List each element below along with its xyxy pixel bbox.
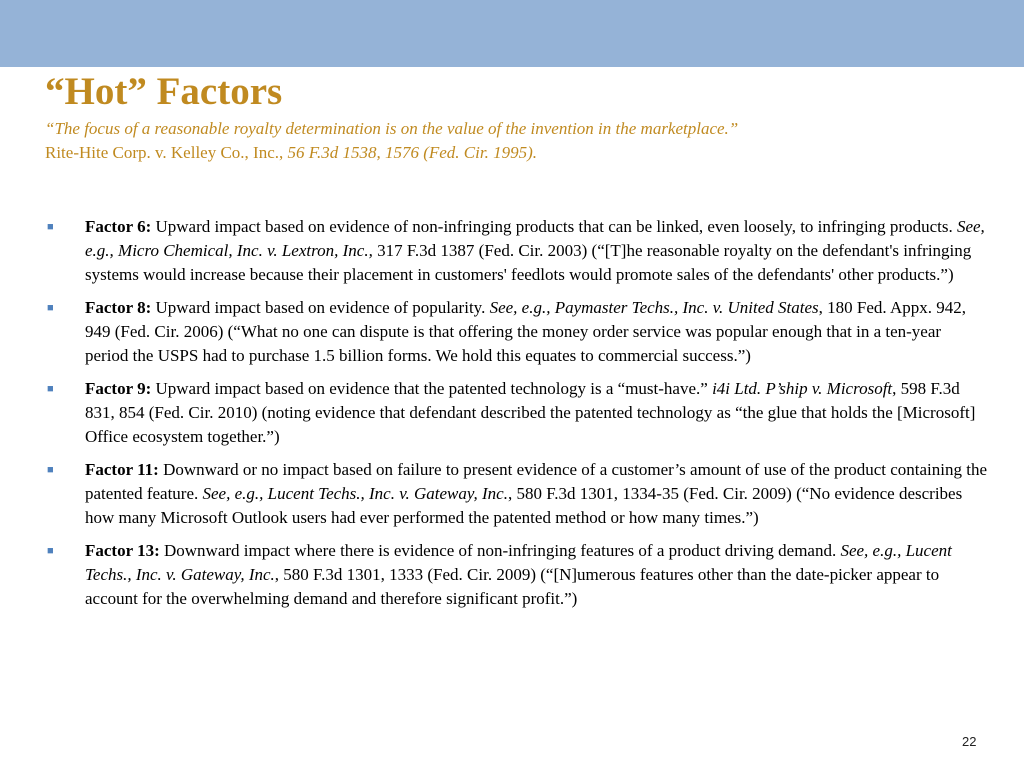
factor-description: Downward or no impact based on failure to present evidence of a customer’s amount of use of the product containing the patented feature. — [85, 460, 987, 503]
factor-description: Upward impact based on evidence that the patented technology is a “must-have.” — [151, 379, 713, 398]
page-number: 22 — [962, 734, 977, 749]
square-bullet-icon: ■ — [47, 221, 54, 233]
factor-detail: , 580 F.3d 1301, 1333 (Fed. Cir. 2009) (“[N]umerous features other than the date-picker appear to account for the overwhelming demand and therefore significant profit.”) — [85, 565, 940, 608]
factor-item-6 — [47, 215, 987, 287]
factor-case-citation: See, e.g., Paymaster Techs., Inc. v. United States — [489, 298, 819, 317]
factor-detail: , 580 F.3d 1301, 1334-35 (Fed. Cir. 2009) (“No evidence describes how many Microsoft Outlook users had ever performed the patented method or how many times.”) — [85, 484, 963, 527]
factor-case-citation: See, e.g., Lucent Techs., Inc. v. Gateway, Inc. — [85, 541, 952, 584]
citation-reference: 56 F.3d 1538, 1576 (Fed. Cir. 1995). — [287, 143, 538, 162]
factor-detail: , 598 F.3d 831, 854 (Fed. Cir. 2010) (noting evidence that defendant described the patented technology as “the glue that holds the [Microsoft] Office ecosystem together.”) — [85, 379, 976, 446]
header-band — [0, 0, 1024, 67]
square-bullet-icon: ■ — [47, 464, 54, 476]
factor-label: Factor 13: — [85, 541, 160, 560]
factor-item-11 — [47, 458, 987, 530]
factor-item-9 — [47, 377, 987, 449]
factor-item-13 — [47, 539, 987, 611]
factor-label: Factor 6: — [85, 217, 152, 236]
factor-case-citation: See, e.g., Micro Chemical, Inc. v. Lextron, Inc., — [85, 217, 985, 260]
factor-description: Downward impact where there is evidence of non-infringing features of a product driving demand. — [159, 541, 841, 560]
factor-label: Factor 8: — [85, 298, 152, 317]
citation-case: Rite-Hite Corp. v. Kelley Co., Inc., — [45, 143, 288, 162]
square-bullet-icon: ■ — [47, 383, 54, 395]
factor-label: Factor 11: — [85, 460, 159, 479]
factor-case-citation: i4i Ltd. P’ship v. Microsoft — [712, 379, 893, 398]
factor-case-citation: See, e.g., Lucent Techs., Inc. v. Gateway, Inc. — [202, 484, 508, 503]
factor-item-8 — [47, 296, 987, 368]
factor-label: Factor 9: — [85, 379, 152, 398]
factor-detail: 317 F.3d 1387 (Fed. Cir. 2003) (“[T]he reasonable royalty on the defendant's infringing systems would increase because their placement in customers' feedlots would promote sales of the defendants' other products.”) — [85, 241, 972, 284]
slide-title: “Hot” Factors — [45, 70, 283, 113]
factor-detail: , 180 Fed. Appx. 942, 949 (Fed. Cir. 2006) (“What no one can dispute is that offering the money order service was popular enough that in a ten-year period the USPS had to purchase 1.5 billion forms. We hold this equates to commercial success.”) — [85, 298, 966, 365]
slide-citation — [45, 142, 537, 164]
factor-description: Upward impact based on evidence of popularity. — [151, 298, 490, 317]
factor-description: Upward impact based on evidence of non-infringing products that can be linked, even loosely, to infringing products. — [151, 217, 957, 236]
factor-list — [47, 215, 987, 620]
square-bullet-icon: ■ — [47, 302, 54, 314]
square-bullet-icon: ■ — [47, 545, 54, 557]
slide-quote: “The focus of a reasonable royalty determination is on the value of the invention in the marketplace.” — [45, 119, 739, 138]
